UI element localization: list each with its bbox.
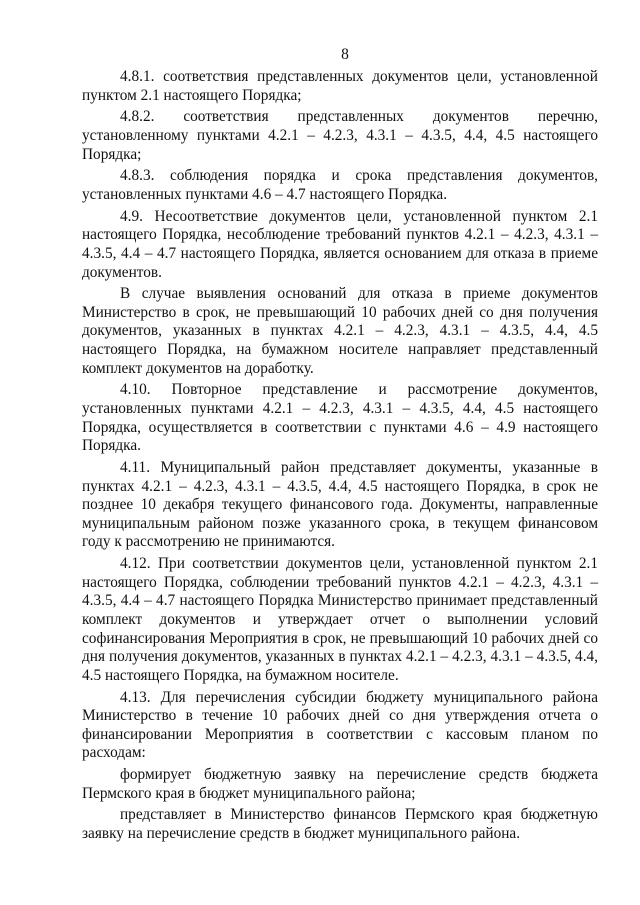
paragraph-budget-request: формирует бюджетную заявку на перечисление средств бюджета Пермского края в бюджет муниципального района; — [82, 766, 598, 802]
paragraph-4-8-1: 4.8.1. соответствия представленных документов цели, установленной пунктом 2.1 настоящего Порядка; — [82, 68, 598, 104]
paragraph-finance-ministry: представляет в Министерство финансов Пермского края бюджетную заявку на перечисление средств в бюджет муниципального района. — [82, 806, 598, 843]
paragraph-4-13: 4.13. Для перечисления субсидии бюджету муниципального района Министерство в течение 10 рабочих дней со дня утверждения отчета о финансировании Мероприятия в соответствии с кассовым планом по расходам: — [82, 688, 598, 762]
paragraph-4-11: 4.11. Муниципальный район представляет документы, указанные в пунктах 4.2.1 – 4.2.3, 4.3.1 – 4.3.5, 4.4, 4.5 настоящего Порядка, в срок не позднее 10 декабря текущего финансового года. Документы, направленные муниципальным районом позже указанного срока, в текущем финансовом году к рассмотрению не принимаются. — [82, 459, 598, 551]
paragraph-refusal-case: В случае выявления оснований для отказа в приеме документов Министерство в срок, не превышающий 10 рабочих дней со дня получения документов, указанных в пунктах 4.2.1 – 4.2.3, 4.3.1 – 4.3.5, 4.4, 4.5 настоящего Порядка, на бумажном носителе направляет представленный комплект документов на доработку. — [82, 285, 598, 377]
paragraph-4-10: 4.10. Повторное представление и рассмотрение документов, установленных пунктами 4.2.1 – 4.2.3, 4.3.1 – 4.3.5, 4.4, 4.5 настоящего Порядка, осуществляется в соответствии с пунктами 4.6 – 4.9 настоящего Порядка. — [82, 381, 598, 455]
paragraph-4-12: 4.12. При соответствии документов цели, установленной пунктом 2.1 настоящего Порядка, соблюдении требований пунктов 4.2.1 – 4.2.3, 4.3.1 – 4.3.5, 4.4 – 4.7 настоящего Порядка Министерство принимает представленный комплект документов и утверждает отчет о выполнении условий софинансирования Мероприятия в срок, не превышающий 10 рабочих дней со дня получения документов, указанных в пунктах 4.2.1 – 4.2.3, 4.3.1 – 4.3.5, 4.4, 4.5 настоящего Порядка, на бумажном носителе. — [82, 555, 598, 684]
paragraph-4-8-2: 4.8.2. соответствия представленных документов перечню, установленному пунктами 4.2.1 – 4.2.3, 4.3.1 – 4.3.5, 4.4, 4.5 настоящего Порядка; — [82, 108, 598, 163]
paragraph-4-8-3: 4.8.3. соблюдения порядка и срока представления документов, установленных пунктами 4.6 – 4.7 настоящего Порядка. — [82, 167, 598, 203]
document-body — [82, 68, 598, 844]
paragraph-4-9: 4.9. Несоответствие документов цели, установленной пунктом 2.1 настоящего Порядка, несоблюдение требований пунктов 4.2.1 – 4.2.3, 4.3.1 – 4.3.5, 4.4 – 4.7 настоящего Порядка, является основанием для отказа в приеме документов. — [82, 207, 598, 281]
page-number: 8 — [341, 46, 349, 63]
